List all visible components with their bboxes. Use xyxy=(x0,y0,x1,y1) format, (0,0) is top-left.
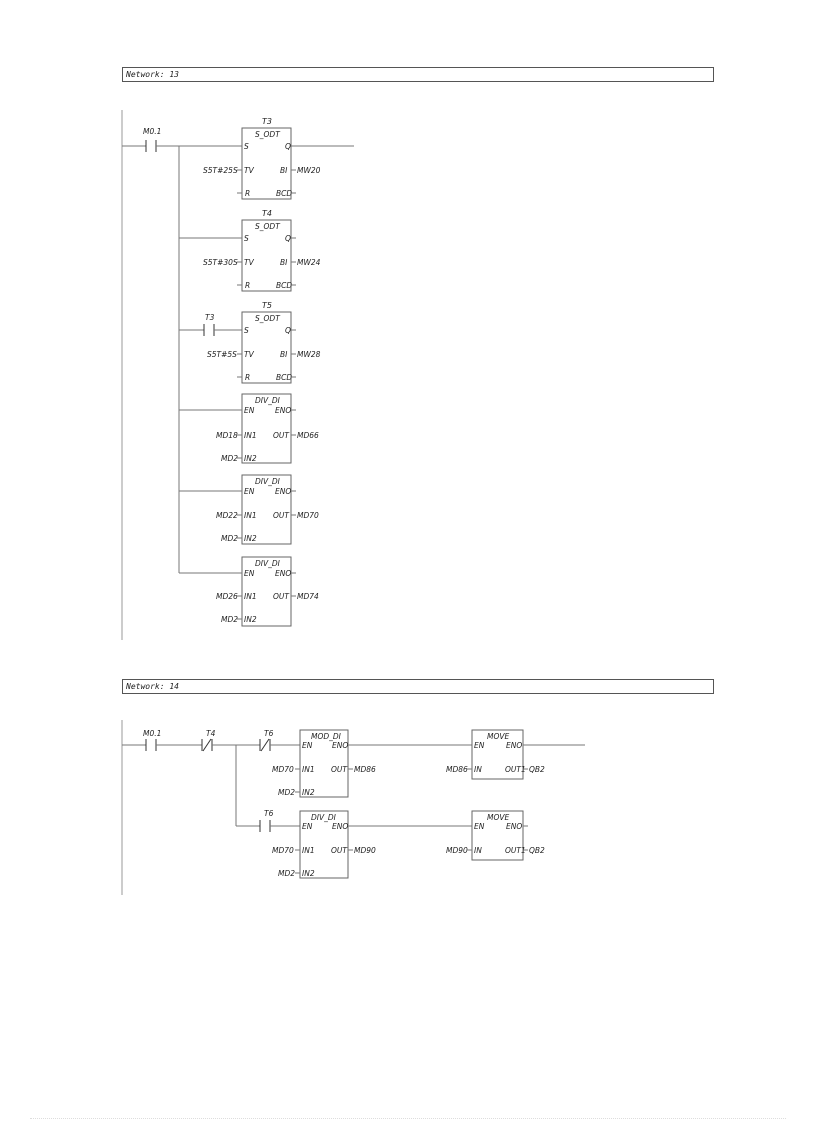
move-2-out: OUT1 xyxy=(505,846,526,855)
timer-t4-tv: TV xyxy=(244,258,254,267)
div-di-14-en: EN xyxy=(302,822,313,831)
div-di-14-in2-value: MD2 xyxy=(278,869,296,878)
contact-m01-label: M0.1 xyxy=(143,127,162,136)
network-13-header[interactable]: Network: 13 xyxy=(122,67,714,82)
timer-t5-bi-value: MW28 xyxy=(297,350,321,359)
contact-t6-no-label: T6 xyxy=(264,809,274,818)
div-di-14-out-value: MD90 xyxy=(354,846,376,855)
timer-t3-s: S xyxy=(244,142,249,151)
div-di-1-in1-value: MD18 xyxy=(216,431,238,440)
move-1-type: MOVE xyxy=(487,732,510,741)
timer-t3-name: T3 xyxy=(262,117,272,126)
timer-t4-r: R xyxy=(245,281,251,290)
contact-t6-nc-label: T6 xyxy=(264,729,274,738)
div-di-14-in2: IN2 xyxy=(302,869,315,878)
div-di-3-in2: IN2 xyxy=(244,615,257,624)
mod-di-in1: IN1 xyxy=(302,765,315,774)
div-di-1-in2: IN2 xyxy=(244,454,257,463)
div-di-2-out-value: MD70 xyxy=(297,511,319,520)
timer-t5-r: R xyxy=(245,373,251,382)
div-di-3-type: DIV_DI xyxy=(255,559,280,568)
move-1-in: IN xyxy=(474,765,482,774)
timer-t4-bi-value: MW24 xyxy=(297,258,321,267)
mod-di-in2: IN2 xyxy=(302,788,315,797)
div-di-3-eno: ENO xyxy=(275,569,292,578)
contact-m01-14-label: M0.1 xyxy=(143,729,162,738)
div-di-14-in1: IN1 xyxy=(302,846,315,855)
timer-t5-bi: BI xyxy=(280,350,288,359)
timer-t3-q: Q xyxy=(285,142,291,151)
move-1-in-value: MD86 xyxy=(446,765,468,774)
div-di-14-in1-value: MD70 xyxy=(272,846,294,855)
div-di-2-en: EN xyxy=(244,487,255,496)
div-di-14-eno: ENO xyxy=(332,822,349,831)
timer-t4-name: T4 xyxy=(262,209,272,218)
mod-di-eno: ENO xyxy=(332,741,349,750)
div-di-14-type: DIV_DI xyxy=(311,813,336,822)
timer-t5-tv-value: S5T#5S xyxy=(207,350,237,359)
timer-t3-bi: BI xyxy=(280,166,288,175)
div-di-1-en: EN xyxy=(244,406,255,415)
div-di-1-eno: ENO xyxy=(275,406,292,415)
move-1-eno: ENO xyxy=(506,741,523,750)
div-di-1-in2-value: MD2 xyxy=(221,454,239,463)
timer-t3-type: S_ODT xyxy=(255,130,280,139)
div-di-2-eno: ENO xyxy=(275,487,292,496)
div-di-2-out: OUT xyxy=(273,511,289,520)
timer-t3-r: R xyxy=(245,189,251,198)
timer-t5-name: T5 xyxy=(262,301,272,310)
timer-t4-s: S xyxy=(244,234,249,243)
div-di-3-in2-value: MD2 xyxy=(221,615,239,624)
timer-t4-type: S_ODT xyxy=(255,222,280,231)
mod-di-in1-value: MD70 xyxy=(272,765,294,774)
mod-di-out: OUT xyxy=(331,765,347,774)
timer-t4-tv-value: S5T#30S xyxy=(203,258,238,267)
div-di-1-type: DIV_DI xyxy=(255,396,280,405)
mod-di-en: EN xyxy=(302,741,313,750)
move-1-out: OUT1 xyxy=(505,765,526,774)
move-2-eno: ENO xyxy=(506,822,523,831)
move-1-out-value: QB2 xyxy=(529,765,545,774)
mod-di-type: MOD_DI xyxy=(311,732,341,741)
timer-t5-q: Q xyxy=(285,326,291,335)
div-di-3-in1: IN1 xyxy=(244,592,257,601)
div-di-3-out-value: MD74 xyxy=(297,592,319,601)
network-14-header[interactable]: Network: 14 xyxy=(122,679,714,694)
div-di-1-out: OUT xyxy=(273,431,289,440)
div-di-2-in1: IN1 xyxy=(244,511,257,520)
div-di-2-in2: IN2 xyxy=(244,534,257,543)
timer-t3-tv: TV xyxy=(244,166,254,175)
mod-di-in2-value: MD2 xyxy=(278,788,296,797)
move-2-en: EN xyxy=(474,822,485,831)
move-2-in-value: MD90 xyxy=(446,846,468,855)
div-di-2-in1-value: MD22 xyxy=(216,511,238,520)
div-di-14-out: OUT xyxy=(331,846,347,855)
div-di-3-in1-value: MD26 xyxy=(216,592,238,601)
timer-t4-q: Q xyxy=(285,234,291,243)
timer-t5-type: S_ODT xyxy=(255,314,280,323)
div-di-1-in1: IN1 xyxy=(244,431,257,440)
timer-t3-tv-value: S5T#25S xyxy=(203,166,238,175)
div-di-2-in2-value: MD2 xyxy=(221,534,239,543)
div-di-3-en: EN xyxy=(244,569,255,578)
move-2-type: MOVE xyxy=(487,813,510,822)
timer-t5-bcd: BCD xyxy=(276,373,293,382)
timer-t3-bcd: BCD xyxy=(276,189,293,198)
div-di-2-type: DIV_DI xyxy=(255,477,280,486)
timer-t4-bcd: BCD xyxy=(276,281,293,290)
move-2-in: IN xyxy=(474,846,482,855)
timer-t4-bi: BI xyxy=(280,258,288,267)
move-2-out-value: QB2 xyxy=(529,846,545,855)
page-bottom-divider xyxy=(30,1118,786,1119)
mod-di-out-value: MD86 xyxy=(354,765,376,774)
timer-t5-tv: TV xyxy=(244,350,254,359)
timer-t5-s: S xyxy=(244,326,249,335)
div-di-1-out-value: MD66 xyxy=(297,431,319,440)
contact-t3-label: T3 xyxy=(205,313,215,322)
contact-t4-label: T4 xyxy=(206,729,216,738)
move-1-en: EN xyxy=(474,741,485,750)
timer-t3-bi-value: MW20 xyxy=(297,166,321,175)
div-di-3-out: OUT xyxy=(273,592,289,601)
